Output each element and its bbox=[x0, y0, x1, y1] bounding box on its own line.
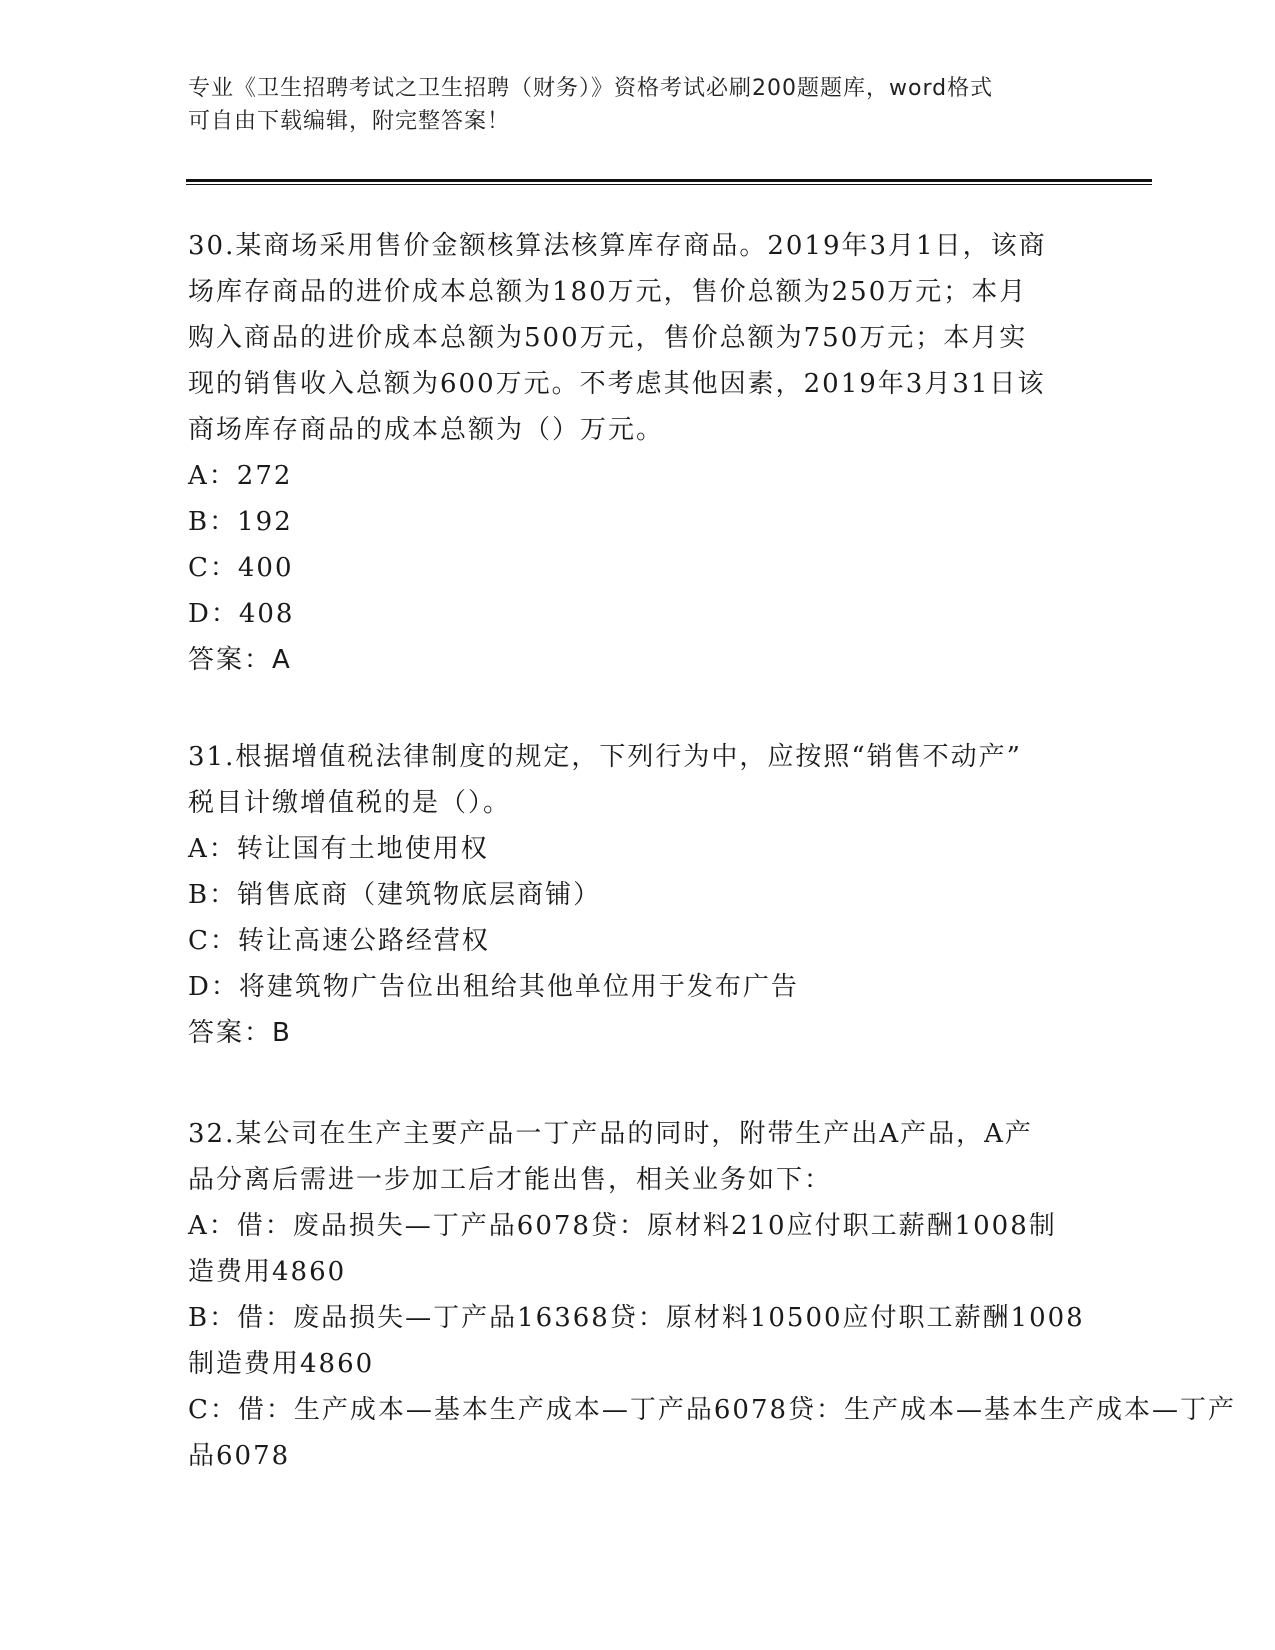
header-divider bbox=[186, 179, 1152, 182]
option-d: D：408 bbox=[188, 599, 295, 629]
answer-label: 答案：B bbox=[188, 1018, 292, 1048]
header-line-2: 可自由下载编辑，附完整答案！ bbox=[188, 109, 511, 134]
document-header bbox=[188, 72, 1088, 138]
header-divider-thin bbox=[186, 184, 1152, 185]
option-b: B：192 bbox=[188, 507, 293, 537]
question-stem-line: 32.某公司在生产主要产品一丁产品的同时，附带生产出A产品，A产 bbox=[188, 1119, 1033, 1149]
option-c: C：转让高速公路经营权 bbox=[188, 926, 490, 956]
question-stem-line: 31.根据增值税法律制度的规定，下列行为中，应按照“销售不动产” bbox=[188, 742, 1022, 772]
option-a-continued: 造费用4860 bbox=[188, 1257, 347, 1287]
option-a: A：转让国有土地使用权 bbox=[188, 834, 489, 864]
question-32 bbox=[188, 1111, 1237, 1479]
question-stem-line: 商场库存商品的成本总额为（）万元。 bbox=[188, 415, 665, 445]
question-stem-line: 购入商品的进价成本总额为500万元，售价总额为750万元；本月实 bbox=[188, 323, 1028, 353]
option-c: C：借：生产成本—基本生产成本—丁产品6078贷：生产成本—基本生产成本—丁产 bbox=[188, 1395, 1237, 1425]
option-a: A：272 bbox=[188, 461, 293, 491]
question-30 bbox=[188, 223, 1088, 683]
option-a: A：借：废品损失—丁产品6078贷：原材料210应付职工薪酬1008制 bbox=[188, 1211, 1057, 1241]
option-b-continued: 制造费用4860 bbox=[188, 1349, 375, 1379]
question-stem-line: 场库存商品的进价成本总额为180万元，售价总额为250万元；本月 bbox=[188, 277, 1028, 307]
question-stem-line: 品分离后需进一步加工后才能出售，相关业务如下： bbox=[188, 1165, 833, 1195]
question-stem-line: 30.某商场采用售价金额核算法核算库存商品。2019年3月1日，该商 bbox=[188, 231, 1047, 261]
question-stem-line: 税目计缴增值税的是（）。 bbox=[188, 788, 512, 818]
answer-label: 答案：A bbox=[188, 645, 292, 675]
option-c: C：400 bbox=[188, 553, 294, 583]
question-stem-line: 现的销售收入总额为600万元。不考虑其他因素，2019年3月31日该 bbox=[188, 369, 1046, 399]
option-b: B：销售底商（建筑物底层商铺） bbox=[188, 880, 602, 910]
option-d: D：将建筑物广告位出租给其他单位用于发布广告 bbox=[188, 972, 799, 1002]
option-c-continued: 品6078 bbox=[188, 1441, 291, 1471]
option-b: B：借：废品损失—丁产品16368贷：原材料10500应付职工薪酬1008 bbox=[188, 1303, 1085, 1333]
question-31 bbox=[188, 734, 1088, 1056]
header-line-1: 专业《卫生招聘考试之卫生招聘（财务）》资格考试必刷200题题库，word格式 bbox=[188, 76, 994, 101]
